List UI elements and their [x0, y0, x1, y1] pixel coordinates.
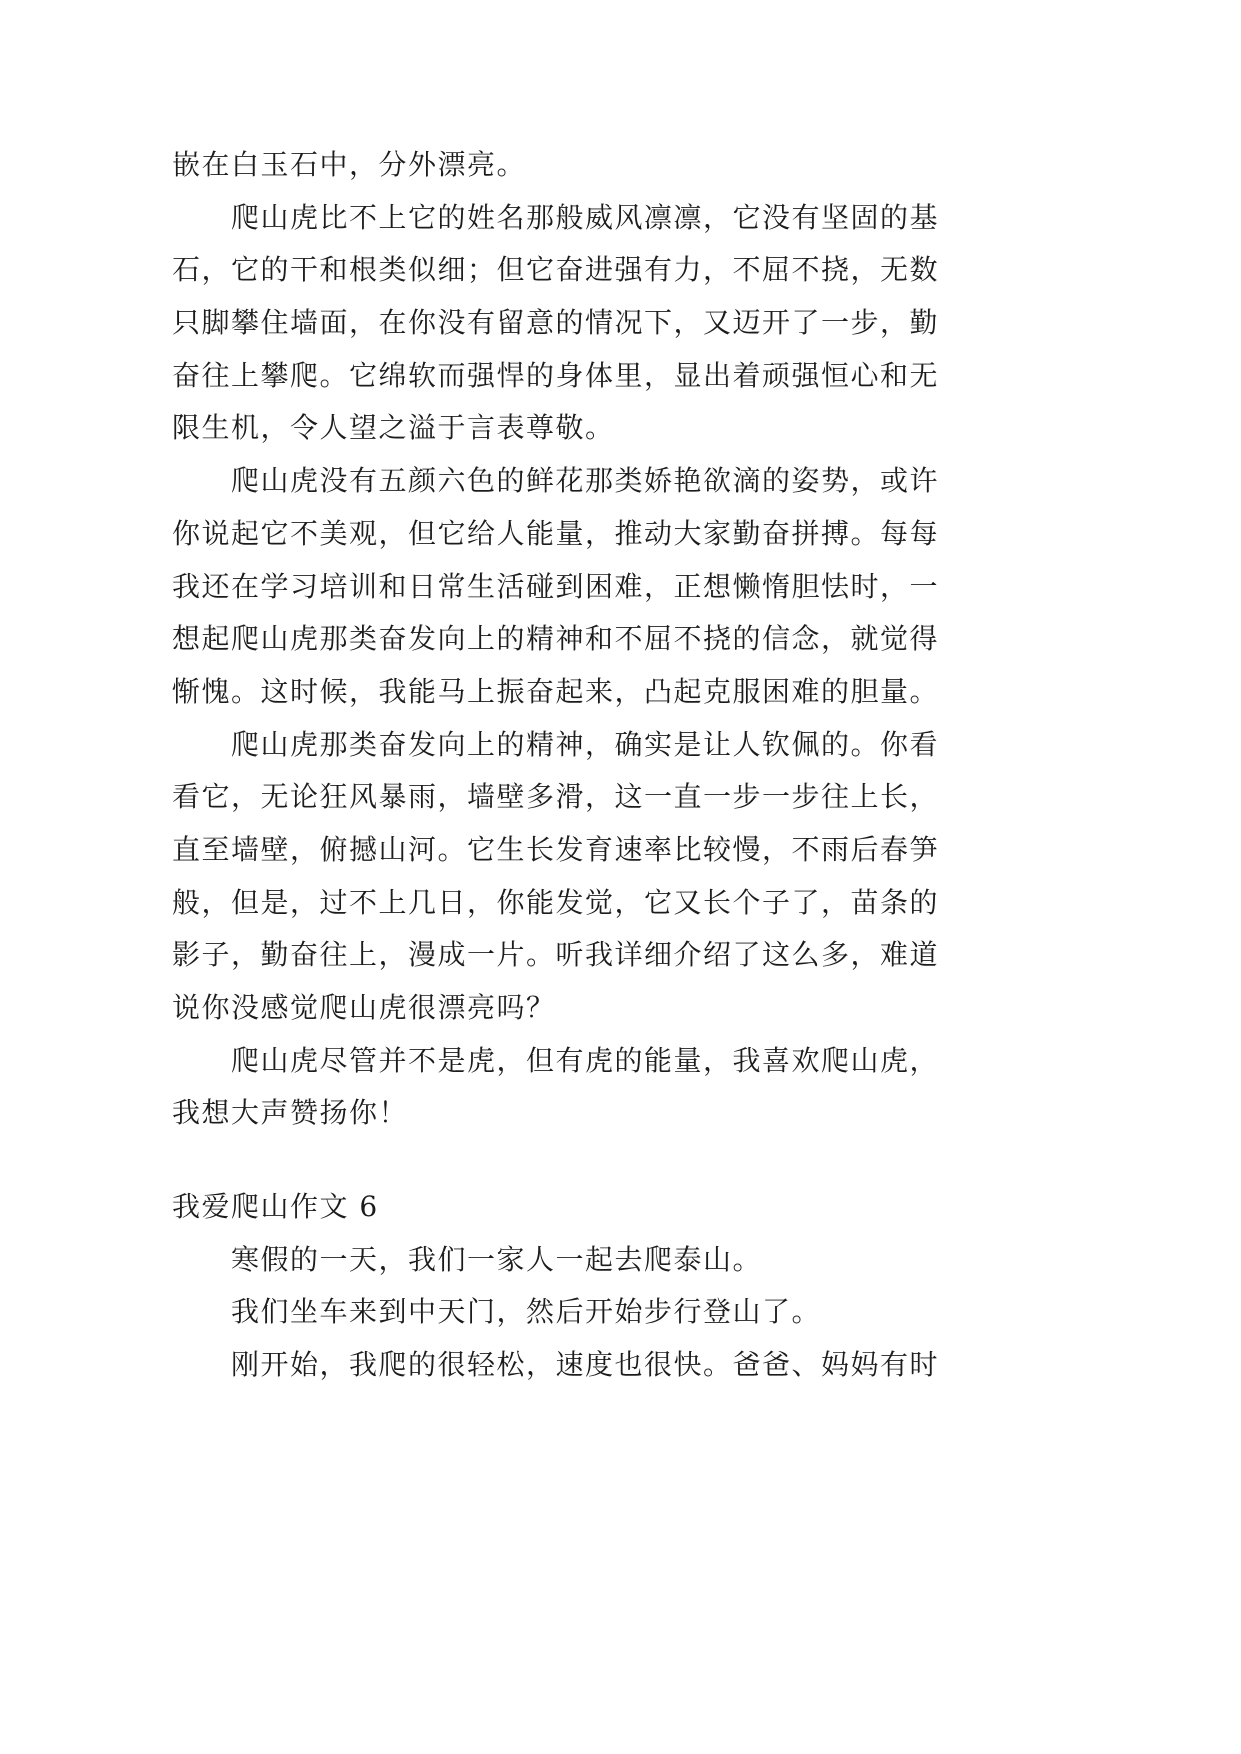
paragraph — [172, 1339, 939, 1392]
paragraph — [172, 455, 939, 718]
essay-body — [172, 139, 939, 1140]
text-line: 我还在学习培训和日常生活碰到困难，正想懒惰胆怯时，一 — [172, 569, 940, 603]
paragraph — [172, 192, 939, 455]
text-line: 直至墙壁，俯撼山河。它生长发育速率比较慢，不雨后春笋 — [172, 832, 940, 866]
paragraph-continued — [172, 139, 939, 192]
paragraph — [172, 1286, 939, 1339]
text-line: 爬山虎没有五颜六色的鲜花那类娇艳欲滴的姿势，或许 — [231, 464, 940, 498]
paragraph — [172, 1035, 939, 1140]
text-line: 说你没感觉爬山虎很漂亮吗？ — [172, 991, 556, 1024]
text-line: 爬山虎比不上它的姓名那般威风凛凛，它没有坚固的基 — [231, 200, 940, 234]
text-line: 爬山虎那类奋发向上的精神，确实是让人钦佩的。你看 — [231, 727, 940, 761]
text-line: 看它，无论狂风暴雨，墙壁多滑，这一直一步一步往上长， — [172, 780, 940, 814]
text-line: 我想大声赞扬你！ — [172, 1096, 409, 1130]
section-heading: 我爱爬山作文 6 — [172, 1190, 379, 1223]
paragraph — [172, 1234, 939, 1287]
text-line: 想起爬山虎那类奋发向上的精神和不屈不挠的信念，就觉得 — [172, 622, 940, 656]
text-line: 石，它的干和根类似细；但它奋进强有力，不屈不挠，无数 — [172, 253, 940, 287]
text-line: 影子，勤奋往上，漫成一片。听我详细介绍了这么多，难道 — [172, 938, 940, 972]
text-line: 惭愧。这时候，我能马上振奋起来，凸起克服困难的胆量。 — [172, 674, 940, 708]
text-line: 嵌在白玉石中，分外漂亮。 — [172, 148, 527, 181]
text-line: 奋往上攀爬。它绵软而强悍的身体里，显出着顽强恒心和无 — [172, 358, 940, 392]
text-line: 爬山虎尽管并不是虎，但有虎的能量，我喜欢爬山虎， — [231, 1043, 940, 1077]
text-line: 刚开始，我爬的很轻松，速度也很快。爸爸、妈妈有时 — [231, 1348, 940, 1382]
paragraph — [172, 719, 939, 1035]
text-line: 限生机，令人望之溢于言表尊敬。 — [172, 411, 615, 445]
text-line: 我们坐车来到中天门，然后开始步行登山了。 — [231, 1295, 822, 1329]
next-essay — [172, 1181, 939, 1392]
text-line: 寒假的一天，我们一家人一起去爬泰山。 — [231, 1242, 763, 1276]
text-line: 般，但是，过不上几日，你能发觉，它又长个子了，苗条的 — [172, 885, 940, 919]
text-line: 只脚攀住墙面，在你没有留意的情况下，又迈开了一步，勤 — [172, 306, 940, 340]
text-line: 你说起它不美观，但它给人能量，推动大家勤奋拼搏。每每 — [172, 516, 940, 550]
